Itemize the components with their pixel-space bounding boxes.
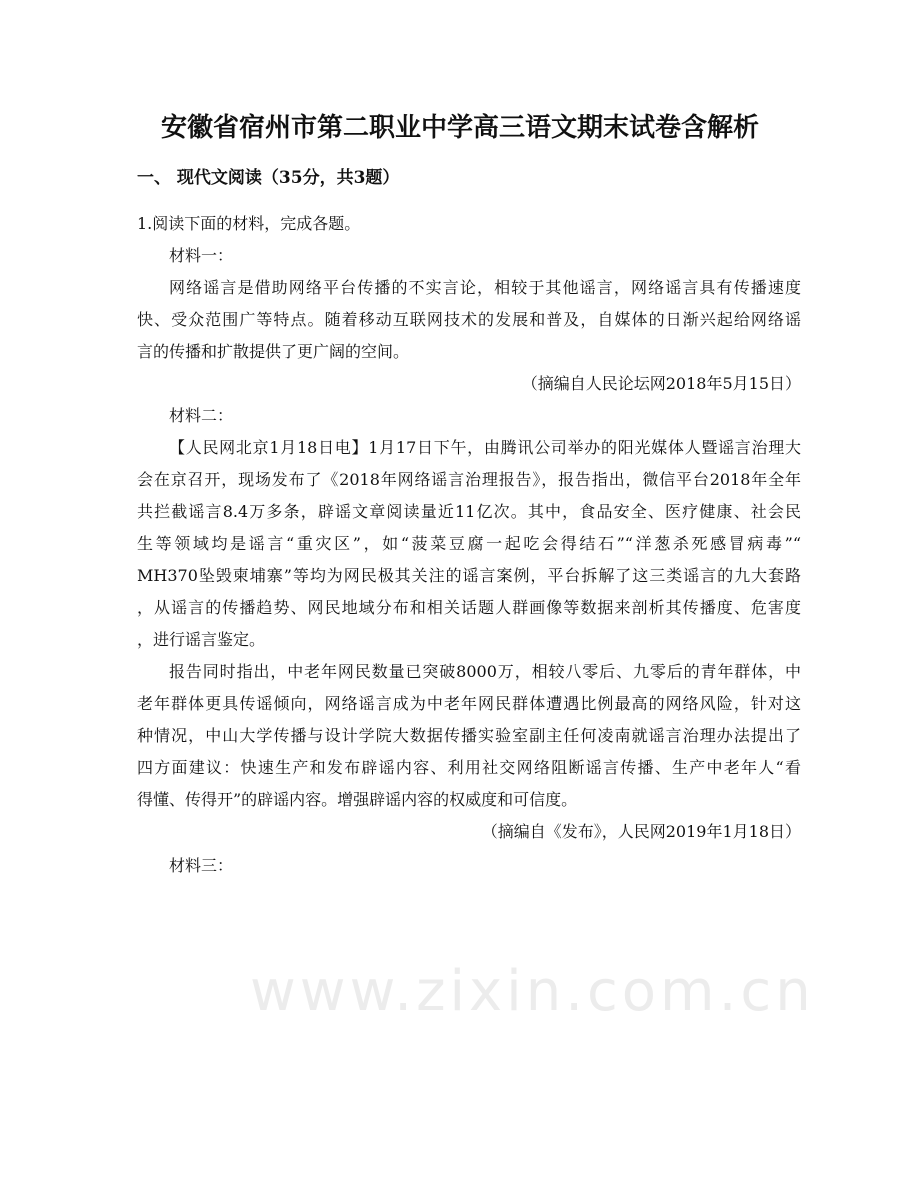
paragraph-line: ，从谣言的传播趋势、网民地域分布和相关话题人群画像等数据来剖析其传播度、危害度 (137, 598, 801, 617)
material-1-label: 材料一： (169, 246, 234, 265)
paragraph-line: 报告同时指出，中老年网民数量已突破8000万，相较八零后、九零后的青年群体，中 (169, 662, 801, 681)
paragraph-line: 得懂、传得开”的辟谣内容。增强辟谣内容的权威度和可信度。 (137, 790, 578, 809)
paragraph-line: 言的传播和扩散提供了更广阔的空间。 (137, 342, 410, 361)
paragraph-line: 老年群体更具传谣倾向，网络谣言成为中老年网民群体遭遇比例最高的网络风险，针对这 (137, 694, 801, 713)
source-citation: （摘编自人民论坛网2018年5月15日） (521, 374, 801, 393)
section-heading: 一、 现代文阅读（35分，共3题） (137, 168, 400, 188)
paragraph-line: 生等领域均是谣言“重灾区”，如“菠菜豆腐一起吃会得结石”“洋葱杀死感冒病毒”“ (137, 534, 801, 553)
watermark: www.zixin.com.cn (250, 959, 815, 1024)
paragraph-line: 种情况，中山大学传播与设计学院大数据传播实验室副主任何凌南就谣言治理办法提出了 (137, 726, 801, 745)
material-2-label: 材料二： (169, 406, 234, 425)
paragraph-line: ，进行谣言鉴定。 (137, 630, 266, 649)
paragraph-line: 会在京召开，现场发布了《2018年网络谣言治理报告》，报告指出，微信平台2018年全年 (137, 470, 801, 489)
paragraph-line: 网络谣言是借助网络平台传播的不实言论，相较于其他谣言，网络谣言具有传播速度 (169, 278, 801, 297)
paragraph-line: MH370坠毁柬埔寨”等均为网民极其关注的谣言案例，平台拆解了这三类谣言的九大套路 (137, 566, 801, 585)
paragraph-line: 【人民网北京1月18日电】1月17日下午，由腾讯公司举办的阳光媒体人暨谣言治理大 (169, 438, 801, 457)
material-3-label: 材料三： (169, 856, 234, 875)
paragraph-line: 快、受众范围广等特点。随着移动互联网技术的发展和普及，自媒体的日渐兴起给网络谣 (137, 310, 801, 329)
question-prompt: 1.阅读下面的材料，完成各题。 (137, 214, 361, 233)
source-citation: （摘编自《发布》，人民网2019年1月18日） (481, 822, 801, 841)
page-title: 安徽省宿州市第二职业中学高三语文期末试卷含解析 (160, 113, 759, 143)
paragraph-line: 四方面建议：快速生产和发布辟谣内容、利用社交网络阻断谣言传播、生产中老年人“看 (137, 758, 801, 777)
paragraph-line: 共拦截谣言8.4万多条，辟谣文章阅读量近11亿次。其中，食品安全、医疗健康、社会民 (137, 502, 801, 521)
